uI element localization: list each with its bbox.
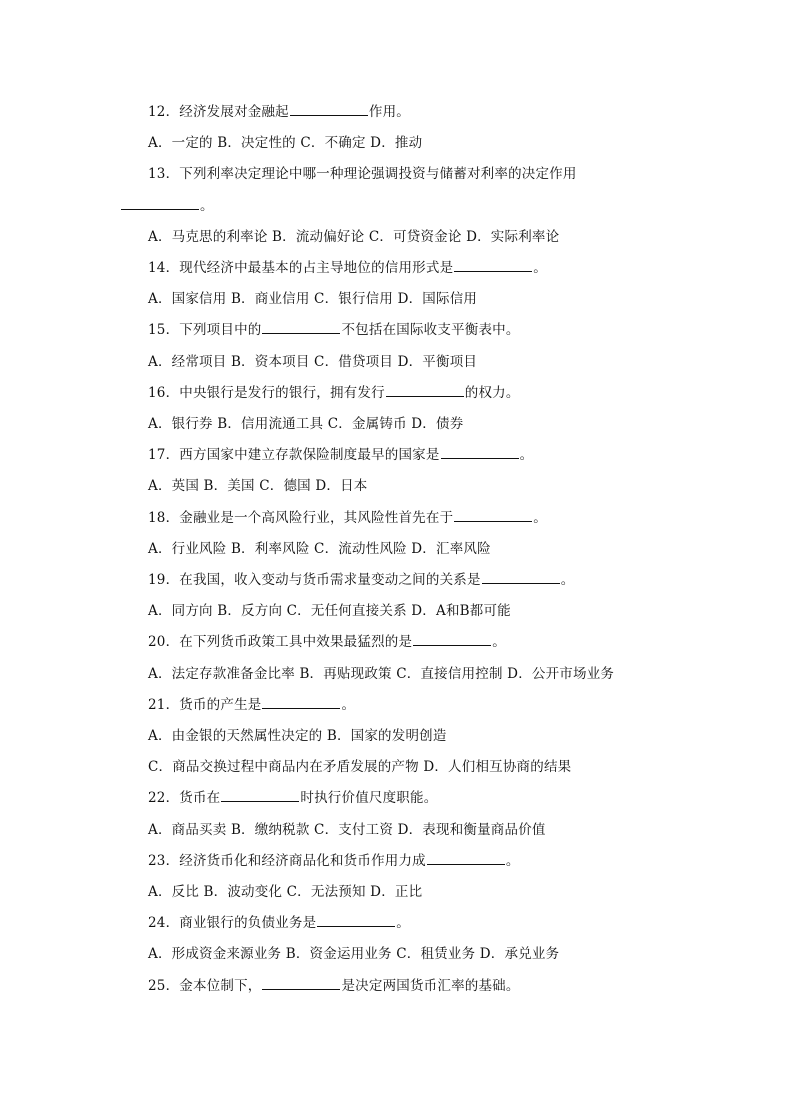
fill-in-blank	[262, 320, 340, 334]
question-line	[148, 913, 410, 933]
question-text: 16．中央银行是发行的银行，拥有发行	[148, 384, 385, 401]
question-text: 25．金本位制下，	[148, 977, 262, 994]
question-text-tail: 的权力。	[464, 384, 520, 401]
answer-options-line: C．商品交换过程中商品内在矛盾发展的产物 D．人们相互协商的结果	[148, 759, 572, 776]
question-text: 22．货币在	[148, 790, 221, 807]
fill-in-blank	[221, 788, 299, 802]
answer-options-line: A．银行券 B．信用流通工具 C．金属铸币 D．债券	[148, 416, 464, 432]
answer-options-line: A．商品买卖 B．缴纳税款 C．支付工资 D．表现和衡量商品价值	[148, 821, 546, 838]
question-text-tail: 不包括在国际收支平衡表中。	[341, 322, 520, 339]
question-text: 12．经济发展对金融起	[148, 104, 289, 120]
question-line	[148, 102, 410, 122]
question-text-tail: 。	[396, 915, 410, 932]
fill-in-blank	[441, 445, 519, 459]
question-text: 15．下列项目中的	[148, 322, 262, 339]
question-line	[148, 383, 520, 403]
question-text-tail: 。	[341, 696, 356, 713]
question-text-tail: 。	[560, 572, 575, 588]
answer-options-line: A．国家信用 B．商业信用 C．银行信用 D．国际信用	[148, 291, 478, 308]
question-line	[148, 570, 574, 590]
answer-options-line: A．行业风险 B．利率风险 C．流动性风险 D．汇率风险	[148, 540, 491, 557]
question-line: 13．下列利率决定理论中哪一种理论强调投资与储蓄对利率的决定作用	[148, 166, 577, 183]
question-text-tail: 是决定两国货币汇率的基础。	[341, 977, 520, 994]
fill-in-blank	[454, 258, 532, 272]
question-line	[148, 976, 520, 996]
fill-in-blank	[427, 851, 505, 865]
question-line	[148, 508, 547, 528]
answer-options-line: A．同方向 B．反方向 C．无任何直接关系 D．A和B都可能	[148, 603, 511, 620]
question-text-tail: 。	[533, 509, 547, 526]
question-line	[148, 851, 520, 871]
fill-in-blank	[482, 570, 560, 584]
answer-options-line: A．法定存款准备金比率 B．再贴现政策 C．直接信用控制 D．公开市场业务	[148, 665, 615, 682]
question-text: 23．经济货币化和经济商品化和货币作用力成	[148, 852, 426, 869]
fill-in-blank	[386, 383, 464, 397]
question-text: 24．商业银行的负债业务是	[148, 915, 317, 932]
answer-options-line: A．由金银的天然属性决定的 B．国家的发明创造	[148, 728, 447, 744]
answer-options-line: A．反比 B．波动变化 C．无法预知 D．正比	[148, 884, 423, 900]
question-text-tail: 。	[533, 260, 547, 276]
question-line	[148, 788, 437, 808]
question-text-tail: 。	[200, 197, 214, 214]
fill-in-blank	[290, 102, 368, 116]
question-line	[148, 320, 520, 340]
question-text-tail: 。	[492, 634, 506, 651]
answer-options-line: A．马克思的利率论 B．流动偏好论 C．可贷资金论 D．实际利率论	[148, 228, 560, 245]
fill-in-blank	[317, 913, 395, 927]
question-text: 18．金融业是一个高风险行业，其风险性首先在于	[148, 509, 454, 526]
fill-in-blank	[262, 976, 340, 990]
question-text: 21．货币的产生是	[148, 696, 262, 713]
fill-in-blank	[121, 196, 199, 210]
question-text: 17．西方国家中建立存款保险制度最早的国家是	[148, 447, 440, 464]
question-line	[148, 695, 355, 715]
question-text-tail: 。	[519, 447, 534, 464]
answer-options-line: A．经常项目 B．资本项目 C．借贷项目 D．平衡项目	[148, 353, 478, 370]
fill-in-blank	[413, 632, 491, 646]
question-line	[120, 196, 214, 216]
fill-in-blank	[454, 508, 532, 522]
fill-in-blank	[262, 695, 340, 709]
question-text-tail: 作用。	[368, 104, 410, 120]
question-line	[148, 445, 533, 465]
question-text-tail: 。	[505, 852, 520, 869]
question-line	[148, 632, 506, 652]
answer-options-line: A．形成资金来源业务 B．资金运用业务 C．租赁业务 D．承兑业务	[148, 946, 560, 963]
answer-options-line: A．英国 B．美国 C．德国 D．日本	[148, 478, 368, 495]
answer-options-line: A．一定的 B．决定性的 C．不确定 D．推动	[148, 135, 423, 152]
question-text: 20．在下列货币政策工具中效果最猛烈的是	[148, 634, 413, 651]
question-text: 14．现代经济中最基本的占主导地位的信用形式是	[148, 260, 454, 276]
question-text-tail: 时执行价值尺度职能。	[300, 790, 438, 807]
question-line	[148, 258, 547, 278]
question-text: 19．在我国，收入变动与货币需求量变动之间的关系是	[148, 572, 481, 588]
